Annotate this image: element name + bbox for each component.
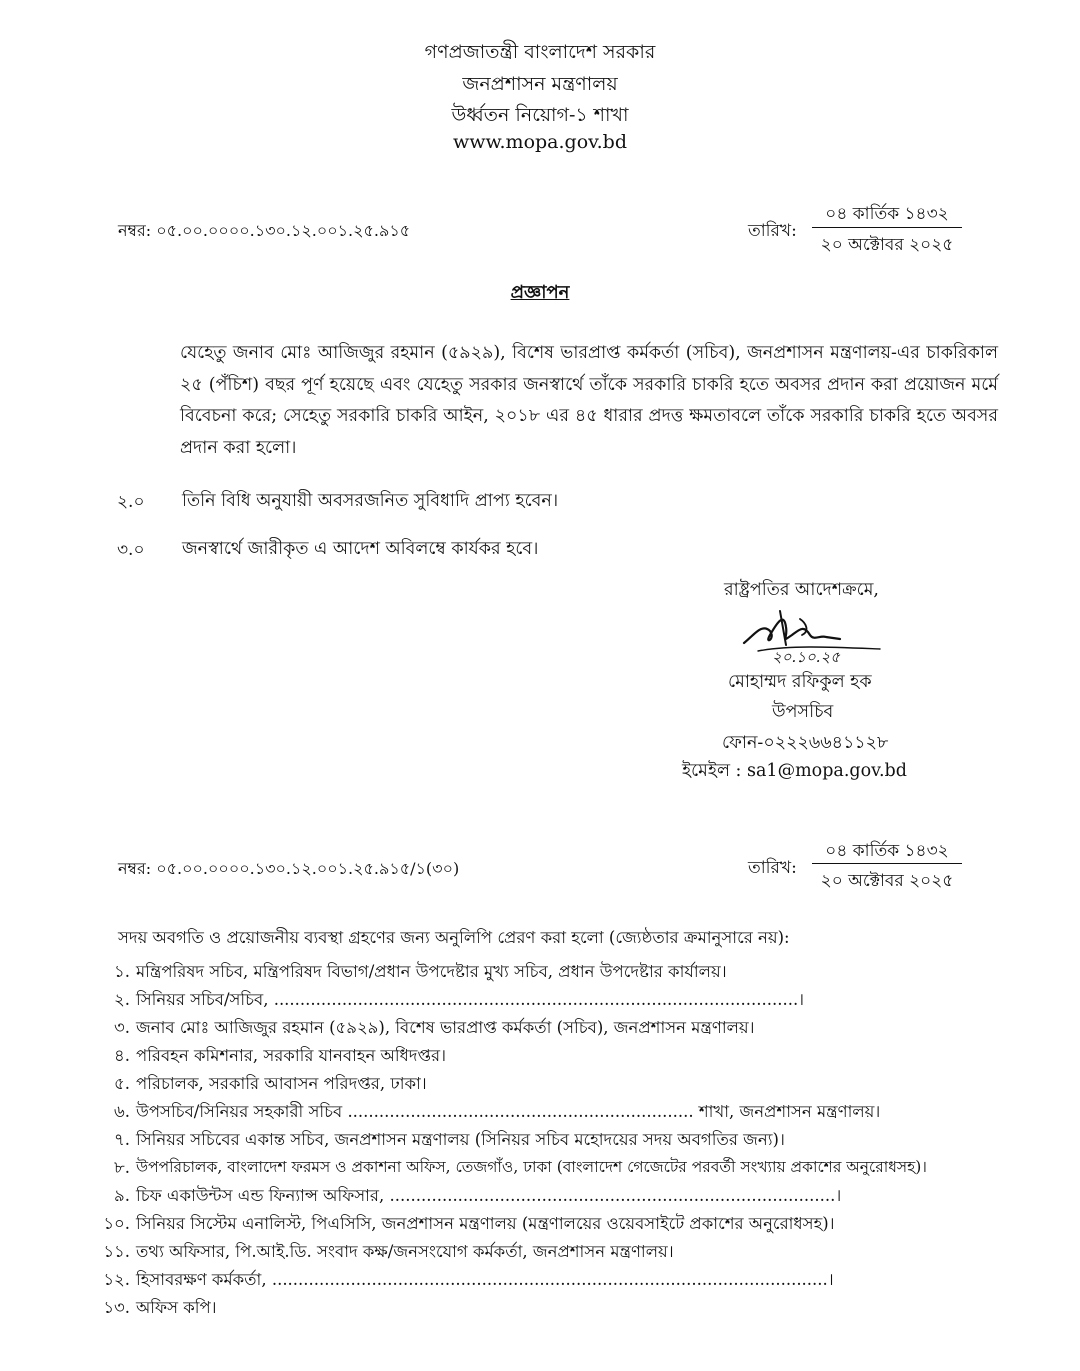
list-item: সিনিয়র সচিবের একান্ত সচিব, জনপ্রশাসন মন্ত্রণালয় (সিনিয়র সচিব মহোদয়ের সদয় অবগতির জন্য)। <box>136 1130 785 1149</box>
date-bangla: ০৪ কার্তিক ১৪৩২ <box>825 204 949 224</box>
list-item-number: ৫. <box>114 1074 130 1093</box>
date-english: ২০ অক্টোবর ২০২৫ <box>820 871 954 891</box>
signatory-designation: উপসচিব <box>772 702 834 722</box>
list-item: চিফ একাউন্টস এন্ড ফিন্যান্স অফিসার, .....................................................................................। <box>136 1186 842 1205</box>
list-item-number: ৬. <box>114 1102 130 1121</box>
signatory-phone: ফোন-০২২২৬৬৪১১২৮ <box>722 733 889 753</box>
list-item-number: ১২. <box>103 1270 130 1289</box>
list-item: পরিচালক, সরকারি আবাসন পরিদপ্তর, ঢাকা। <box>136 1074 427 1093</box>
list-item: মন্ত্রিপরিষদ সচিব, মন্ত্রিপরিষদ বিভাগ/প্রধান উপদেষ্টার মুখ্য সচিব, প্রধান উপদেষ্টার কার্যালয়। <box>136 962 727 981</box>
list-item-number: ৪. <box>114 1046 130 1065</box>
header-website: www.mopa.gov.bd <box>452 131 627 153</box>
clause-text: তিনি বিধি অনুযায়ী অবসরজনিত সুবিধাদি প্রাপ্য হবেন। <box>182 491 559 511</box>
list-item-number: ১৩. <box>103 1298 130 1317</box>
list-item: জনাব মোঃ আজিজুর রহমান (৫৯২৯), বিশেষ ভারপ্রাপ্ত কর্মকর্তা (সচিব), জনপ্রশাসন মন্ত্রণালয়। <box>136 1018 755 1037</box>
clause-number: ২.০ <box>117 492 145 512</box>
date-label: তারিখ: <box>748 221 797 241</box>
document-title: প্রজ্ঞাপন <box>510 282 570 303</box>
list-item: উপপরিচালক, বাংলাদেশ ফরমস ও প্রকাশনা অফিস, তেজগাঁও, ঢাকা (বাংলাদেশ গেজেটের পরবর্তী সংখ্যায় প্রকাশের অনুরোধসহ)। <box>136 1158 927 1176</box>
clause-text: জনস্বার্থে জারীকৃত এ আদেশ অবিলম্বে কার্যকর হবে। <box>182 539 539 559</box>
header-branch: উর্ধ্বতন নিয়োগ-১ শাখা <box>451 104 629 126</box>
list-item: হিসাবরক্ষণ কর্মকর্তা, ..........................................................................................................। <box>136 1270 834 1289</box>
list-item: উপসচিব/সিনিয়র সহকারী সচিব .................................................................. শাখা, জনপ্রশাসন মন্ত্রণালয়। <box>136 1102 881 1121</box>
list-item-number: ১. <box>114 962 130 981</box>
list-item-number: ২. <box>114 990 130 1009</box>
signature-date: ২০.১০.২৫ <box>772 648 841 666</box>
date-bangla: ০৪ কার্তিক ১৪৩২ <box>825 841 949 861</box>
memo-number: নম্বর: ০৫.০০.০০০০.১৩০.১২.০০১.২৫.৯১৫ <box>118 221 411 240</box>
signatory-name: মোহাম্মদ রফিকুল হক <box>728 672 872 692</box>
list-item: তথ্য অফিসার, পি.আই.ডি. সংবাদ কক্ষ/জনসংযোগ কর্মকর্তা, জনপ্রশাসন মন্ত্রণালয়। <box>136 1242 674 1261</box>
distribution-intro: সদয় অবগতি ও প্রয়োজনীয় ব্যবস্থা গ্রহণের জন্য অনুলিপি প্রেরণ করা হলো (জ্যেষ্ঠতার ক্রমানুসারে নয়): <box>118 928 790 947</box>
list-item: সিনিয়র সিস্টেম এনালিস্ট, পিএসিসি, জনপ্রশাসন মন্ত্রণালয় (মন্ত্রণালয়ের ওয়েবসাইটে প্রকাশের অনুরোধসহ)। <box>136 1214 835 1233</box>
header-ministry: জনপ্রশাসন মন্ত্রণালয় <box>462 73 618 95</box>
date-divider <box>812 227 962 228</box>
list-item-number: ৩. <box>114 1018 130 1037</box>
list-item-number: ৭. <box>114 1130 130 1149</box>
list-item-number: ১০. <box>103 1214 130 1233</box>
list-item-number: ৯. <box>114 1186 130 1205</box>
list-item: সিনিয়র সচিব/সচিব, ....................................................................................................। <box>136 990 805 1009</box>
list-item-number: ১১. <box>103 1242 130 1261</box>
date-label: তারিখ: <box>748 858 797 878</box>
date-english: ২০ অক্টোবর ২০২৫ <box>820 235 954 255</box>
body-paragraph: যেহেতু জনাব মোঃ আজিজুর রহমান (৫৯২৯), বিশেষ ভারপ্রাপ্ত কর্মকর্তা (সচিব), জনপ্রশাসন মন্ত্রণালয়-এর চাকরিকাল ২৫ (পঁচিশ) বছর পূর্ণ হয়েছে এবং যেহেতু সরকার জনস্বার্থে তাঁকে সরকারি চাকরি হতে অবসর প্রদান করা প্রয়োজন মর্মে বিবেচনা করে; সেহেতু সরকারি চাকরি আইন, ২০১৮ এর ৪৫ ধারার প্রদত্ত ক্ষমতাবলে তাঁকে সরকারি চাকরি হতে অবসর প্রদান করা হলো। <box>180 343 998 458</box>
clause-number: ৩.০ <box>117 540 145 560</box>
date-divider <box>812 863 962 864</box>
header-government: গণপ্রজাতন্ত্রী বাংলাদেশ সরকার <box>424 41 656 63</box>
order-line: রাষ্ট্রপতির আদেশক্রমে, <box>724 580 879 600</box>
distribution-memo-number: নম্বর: ০৫.০০.০০০০.১৩০.১২.০০১.২৫.৯১৫/১(৩০) <box>118 859 460 878</box>
list-item-number: ৮. <box>114 1158 130 1177</box>
list-item: অফিস কপি। <box>136 1298 217 1317</box>
list-item: পরিবহন কমিশনার, সরকারি যানবাহন অধিদপ্তর। <box>136 1046 447 1065</box>
signatory-email: ইমেইল : sa1@mopa.gov.bd <box>682 761 907 781</box>
